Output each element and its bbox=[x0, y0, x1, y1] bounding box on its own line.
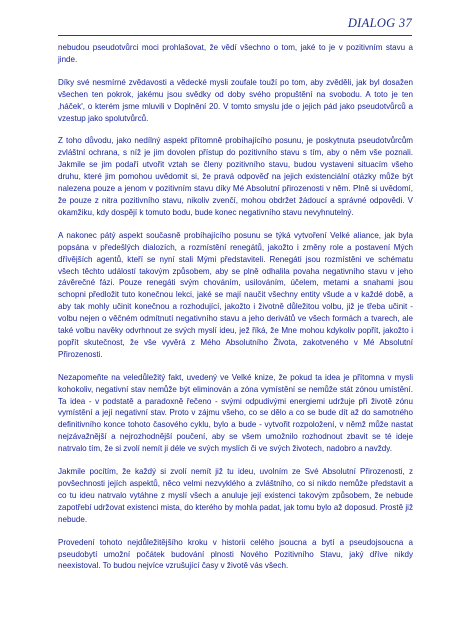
paragraph-2: Díky své nesmírné zvědavosti a vědecké mysli zoufale touží po tom, aby zvěděli, jak byl dosažen všechen ten pokrok, jakému jsou svědky od doby svého propuštění na svobodu. A toto je ten ‚háček', o kterém jsme mluvili v Doplnění 20. V tomto smyslu jde o jejich pád jako pseudotvůrců a vzestup jako spolutvůrců. bbox=[58, 77, 413, 123]
paragraph-6: Jakmile pocítím, že každý si zvolí nemít již tu ideu, uvolním ze Své Absolutní Přirozenosti, z povšechnosti jejích aspektů, něco velmi nezvyklého a zvláštního, co si nikdo nemůže představit a co tu ideu natrvalo vytáhne z myslí všech a anuluje její existenci takovým způsobem, že nebude zapotřebí udržovat existenci mista, do kterého by mohla padat, jak tomu bylo až doposud. Prostě již nebude. bbox=[58, 467, 413, 524]
paragraph-1: nebudou pseudotvůrci moci prohlašovat, že vědí všechno o tom, jaké to je v pozitivním stavu a jinde. bbox=[58, 43, 413, 64]
page-header bbox=[58, 16, 412, 36]
paragraph-4: A nakonec pátý aspekt současně probíhajícího posunu se týká vytvoření Velké aliance, jak byla popsána v předešlých dialozích, a rozmístění renegátů, jakožto i změny role a postavení Mých dřívějších agentů, kteří se nyní stali Mými představiteli. Renegáti jsou rozmístěni ve schématu všech těchto událostí takovým způsobem, aby se plně odhalila povaha negativního stavu v jeho závěrečné fázi. Pouze renegáti svým chováním, usilováním, účelem, metami a snahami jsou schopni předložit tuto konečnou lekci, jaké se mají naučit všechny entity všude a v každé době, a aby tak mohly učinit konečnou a rozhodující, jakožto i životně důležitou volbu, již je třeba učinit - volbu nejen o věčném odmítnutí negativního stavu a jeho derivátů ve všech formách a tvarech, ale také volbu navěky odvrhnout ze svých myslí ideu, jež říká, že Mne mohou kdykoliv popřít, jakožto i popřít skutečnost, že vše vyvěrá z Mého Absolutního Života, zakotveného v Mé Absolutní Přirozenosti. bbox=[58, 230, 413, 359]
paragraph-7: Provedení tohoto nejdůležitějšího kroku v historii celého jsoucna a bytí a pseudojsoucna a pseudobytí umožní počátek budování plnosti Nového Pozitivního Stavu, jaký dříve nikdy neexistoval. To budou nejvíce vzrušující časy v životě vás všech. bbox=[58, 537, 413, 571]
paragraph-3: Z toho důvodu, jako nedílný aspekt přítomně probíhajícího posunu, je poskytnuta pseudotvůrcům zvláštní ochrana, s níž je jim dovolen přístup do pozitivního stavu s tím, aby o něm vše poznali. Jakmile se jim podaří utvořit vztah se členy pozitivního stavu, budou vystaveni situacím všeho druhu, které jim pomohou uvědomit si, že pravá odpověď na jejich existenciální otázky může být nalezena pouze a jenom v pozitivním stavu díky Mé Absolutní přirozenosti v něm. Plně si uvědomí, že pouze z nitra pozitivního stavu, nikoliv zvenčí, mohou obdržet žádoucí a správné odpovědi. V okamžiku, kdy dospějí k tomuto bodu, bude konec negativního stavu nevyhnutelný. bbox=[58, 136, 413, 217]
header-rule bbox=[58, 35, 412, 36]
paragraph-5: Nezapomeňte na veledůležitý fakt, uvedený ve Velké knize, že pokud ta idea je přítomna v mysli kohokoliv, negativní stav nemůže být eliminován a zóna vymístění se nemůže stát zónou umístění. Ta idea - v podstatě a paradoxně řečeno - svými odpudivými energiemi udržuje při životě zónu vymístění a její negativní stav. Proto v zájmu všeho, co se dělo a co se bude dít až do samotného definitivního konce tohoto časového cyklu, bylo a bude - vytvořit rozpoložení, v němž může nastat nejzávažnější a nejrozhodnější poučení, aby se všem umožnilo rozhodnout zbavit se té ideje natrvalo tím, že si zvolí nemít ji déle ve svých myslích či ve svých životech, nadobro a navždy. bbox=[58, 372, 413, 454]
body-text bbox=[58, 42, 413, 583]
header-title: DIALOG 37 bbox=[347, 16, 412, 30]
